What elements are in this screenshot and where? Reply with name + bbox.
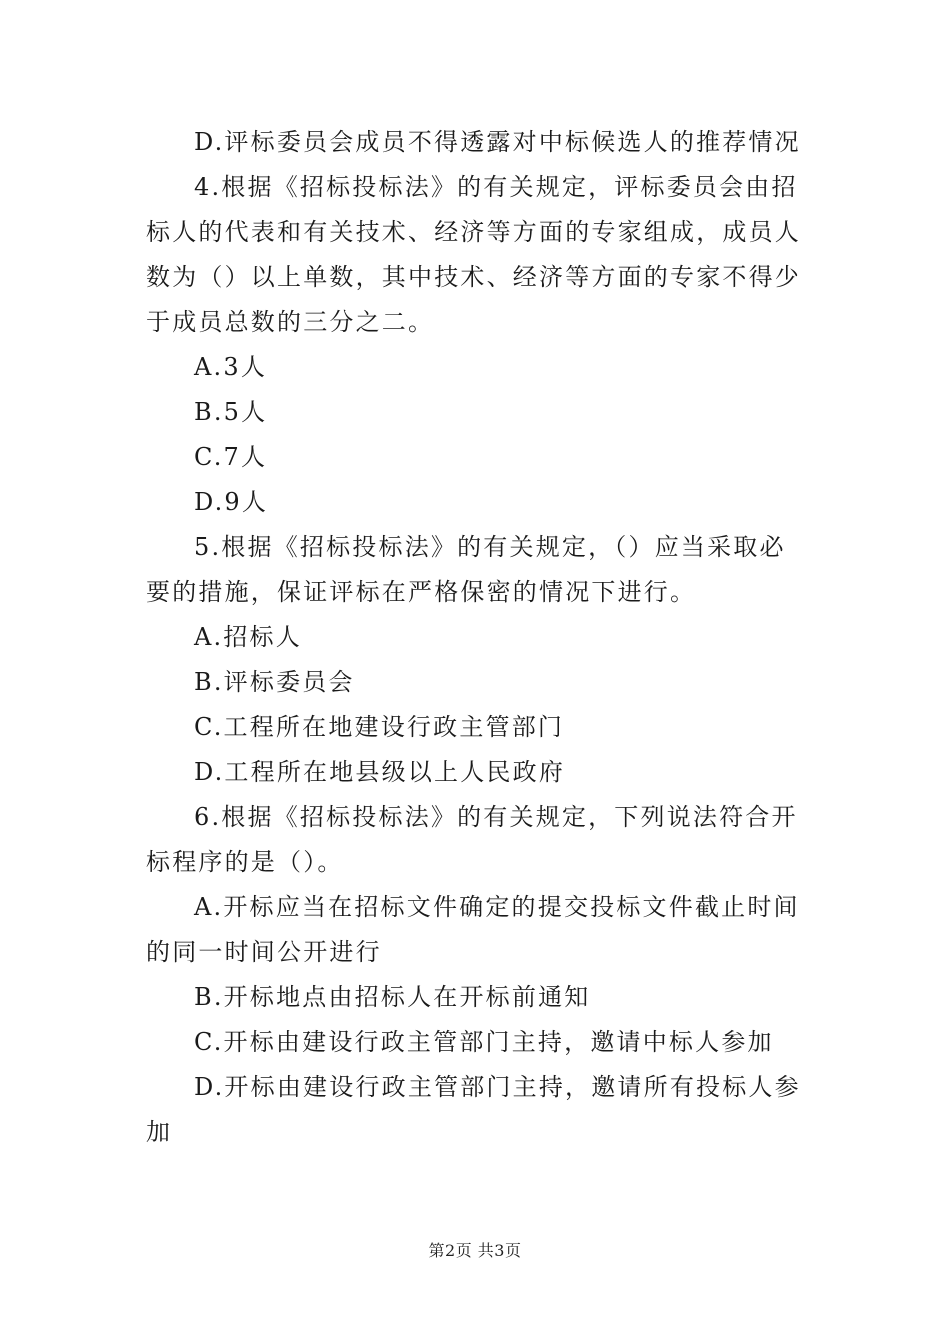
option-line: A.开标应当在招标文件确定的提交投标文件截止时间 [194, 893, 800, 921]
option-line: D.工程所在地县级以上人民政府 [194, 758, 566, 786]
question-line: 数为（）以上单数，其中技术、经济等方面的专家不得少 [146, 263, 801, 291]
option-line: A.招标人 [194, 623, 302, 651]
option-line: D.开标由建设行政主管部门主持，邀请所有投标人参 [194, 1073, 801, 1101]
option-line: D.9人 [194, 488, 269, 516]
option-line: C.开标由建设行政主管部门主持，邀请中标人参加 [194, 1028, 774, 1056]
option-line: 的同一时间公开进行 [146, 938, 382, 966]
option-line: B.5人 [194, 398, 268, 426]
question-line: 标人的代表和有关技术、经济等方面的专家组成，成员人 [146, 218, 801, 246]
option-line: A.3人 [194, 353, 268, 381]
option-line: D.评标委员会成员不得透露对中标候选人的推荐情况 [194, 128, 801, 156]
question-line: 4.根据《招标投标法》的有关规定，评标委员会由招 [194, 173, 798, 201]
option-line: C.工程所在地建设行政主管部门 [194, 713, 565, 741]
question-line: 标程序的是（）。 [146, 848, 344, 876]
question-line: 于成员总数的三分之二。 [146, 308, 435, 336]
question-line: 6.根据《招标投标法》的有关规定，下列说法符合开 [194, 803, 798, 831]
option-line: B.评标委员会 [194, 668, 355, 696]
question-line: 5.根据《招标投标法》的有关规定，（）应当采取必 [194, 533, 786, 561]
option-line: C.7人 [194, 443, 268, 471]
page-footer: 第2页 共3页 [428, 1241, 522, 1260]
option-line: B.开标地点由招标人在开标前通知 [194, 983, 591, 1011]
question-line: 要的措施，保证评标在严格保密的情况下进行。 [146, 578, 697, 606]
option-line: 加 [146, 1118, 173, 1146]
